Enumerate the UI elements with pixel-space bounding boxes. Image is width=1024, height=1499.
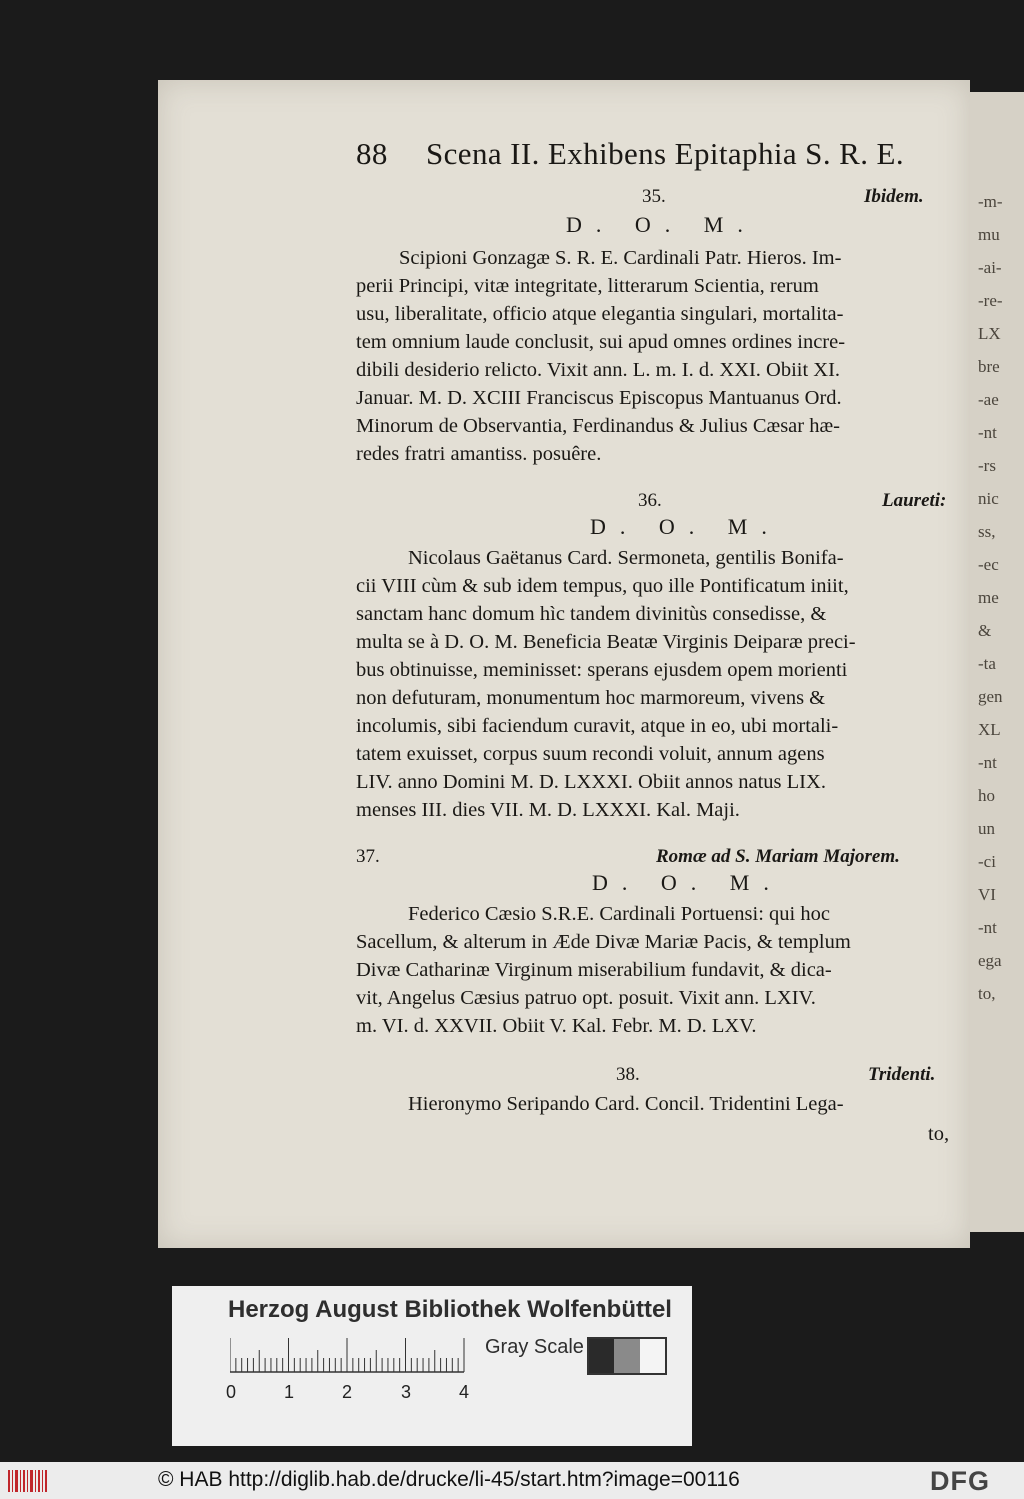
dfg-logo: DFG: [930, 1466, 990, 1496]
next-page-fragment: nic: [978, 489, 999, 508]
entry-line: perii Principi, vitæ integritate, litterarum Scientia, rerum: [356, 275, 819, 297]
next-page-fragment: -ci: [978, 852, 996, 871]
next-page-fragment: -nt: [978, 753, 997, 772]
next-page-fragment: ega: [978, 951, 1002, 970]
page-number: 88: [356, 136, 388, 171]
ruler-icon: [230, 1338, 474, 1374]
entry-number: 38.: [616, 1064, 640, 1085]
entry-line: menses III. dies VII. M. D. LXXXI. Kal. Maji.: [356, 799, 740, 821]
gray-scale-label: Gray Scale: [485, 1336, 584, 1358]
entry-line: non defuturam, monumentum hoc marmoreum, vivens &: [356, 687, 826, 709]
next-page-fragment: VI: [978, 885, 996, 904]
entry-location: Romæ ad S. Mariam Majorem.: [656, 846, 900, 867]
next-page-fragment: -nt: [978, 423, 997, 442]
book-page: [158, 80, 970, 1248]
entry-line: Sacellum, & alterum in Æde Divæ Mariæ Pacis, & templum: [356, 931, 851, 953]
next-page-fragment: -ae: [978, 390, 999, 409]
next-page-fragment: XL: [978, 720, 1001, 739]
entry-location: Laureti:: [882, 490, 947, 511]
gray-swatch-light: [640, 1339, 665, 1373]
gray-scale-swatches: [587, 1337, 667, 1375]
entry-line: usu, liberalitate, officio atque elegantia singulari, mortalita-: [356, 303, 844, 325]
entry-line: LIV. anno Domini M. D. LXXXI. Obiit annos natus LIX.: [356, 771, 826, 793]
entry-location: Ibidem.: [864, 186, 924, 207]
next-page-fragment: ho: [978, 786, 995, 805]
entry-line: Minorum de Observantia, Ferdinandus & Julius Cæsar hæ-: [356, 415, 840, 437]
next-page-fragment: -ec: [978, 555, 999, 574]
next-page-fragment: LX: [978, 324, 1001, 343]
entry-dom: D. O. M.: [590, 514, 781, 539]
entry-line: cii VIII cùm & sub idem tempus, quo ille Pontificatum iniit,: [356, 575, 849, 597]
entry-line: redes fratri amantiss. posuêre.: [356, 443, 602, 465]
gray-swatch-dark: [589, 1339, 614, 1373]
entry-line: dibili desiderio relicto. Vixit ann. L. m. I. d. XXI. Obiit XI.: [356, 359, 841, 381]
entry-dom: D. O. M.: [566, 212, 757, 237]
next-page-fragment: mu: [978, 225, 1000, 244]
next-page-fragment: bre: [978, 357, 1000, 376]
entry-line: sanctam hanc domum hìc tandem divinitùs consedisse, &: [356, 603, 827, 625]
next-page-fragment: un: [978, 819, 995, 838]
next-page-fragment: -rs: [978, 456, 996, 475]
entry-line: multa se à D. O. M. Beneficia Beatæ Virginis Deiparæ preci-: [356, 631, 856, 653]
entry-dom: D. O. M.: [592, 870, 783, 895]
next-page-fragment: -ta: [978, 654, 996, 673]
scale-number: 0: [226, 1382, 237, 1402]
entry-line: Scipioni Gonzagæ S. R. E. Cardinali Patr. Hieros. Im-: [399, 247, 842, 269]
scale-number: 1: [284, 1382, 295, 1402]
next-page-fragment: -nt: [978, 918, 997, 937]
entry-number: 36.: [638, 490, 662, 511]
entry-location: Tridenti.: [868, 1064, 936, 1085]
entry-number: 35.: [642, 186, 666, 207]
next-page-fragment: me: [978, 588, 999, 607]
gray-swatch-mid: [614, 1339, 639, 1373]
entry-number: 37.: [356, 846, 380, 867]
barcode-icon: [8, 1468, 48, 1494]
next-page-fragment: to,: [978, 984, 996, 1003]
entry-line: incolumis, sibi faciendum curavit, atque in eo, ubi mortali-: [356, 715, 839, 737]
scale-number: 2: [342, 1382, 353, 1402]
entry-line: Januar. M. D. XCIII Franciscus Episcopus Mantuanus Ord.: [356, 387, 842, 409]
entry-line: bus obtinuisse, meminisset: sperans ejusdem opem morienti: [356, 659, 848, 681]
entry-line: to,: [928, 1123, 950, 1145]
scale-number: 3: [401, 1382, 412, 1402]
institution-name: Herzog August Bibliothek Wolfenbüttel: [228, 1296, 672, 1323]
entry-line: vit, Angelus Cæsius patruo opt. posuit. Vixit ann. LXIV.: [356, 987, 816, 1009]
next-page-fragment: gen: [978, 687, 1003, 706]
entry-line: m. VI. d. XXVII. Obiit V. Kal. Febr. M. D. LXV.: [356, 1015, 757, 1037]
entry-line: tem omnium laude conclusit, sui apud omnes ordines incre-: [356, 331, 846, 353]
next-page-fragment: -m-: [978, 192, 1003, 211]
next-page-fragment: -re-: [978, 291, 1003, 310]
next-page-fragment: &: [978, 621, 992, 640]
footer-bar: [0, 1462, 1024, 1499]
color-calibration-bar: [172, 1286, 692, 1446]
entry-line: Nicolaus Gaëtanus Card. Sermoneta, gentilis Bonifa-: [408, 547, 844, 569]
citation-link[interactable]: © HAB http://diglib.hab.de/drucke/li-45/start.htm?image=00116: [158, 1468, 740, 1491]
entry-line: tatem exuisset, corpus suum recondi voluit, annum agens: [356, 743, 825, 765]
entry-line: Hieronymo Seripando Card. Concil. Tridentini Lega-: [408, 1093, 844, 1115]
next-page-fragment: -ai-: [978, 258, 1002, 277]
next-page-fragment: ss,: [978, 522, 996, 541]
entry-line: Federico Cæsio S.R.E. Cardinali Portuensi: qui hoc: [408, 903, 830, 925]
entry-line: Divæ Catharinæ Virginum miserabilium fundavit, & dica-: [356, 959, 832, 981]
next-page-edge: [962, 92, 1024, 1232]
running-title: Scena II. Exhibens Epitaphia S. R. E.: [426, 136, 904, 171]
scale-number: 4: [459, 1382, 470, 1402]
